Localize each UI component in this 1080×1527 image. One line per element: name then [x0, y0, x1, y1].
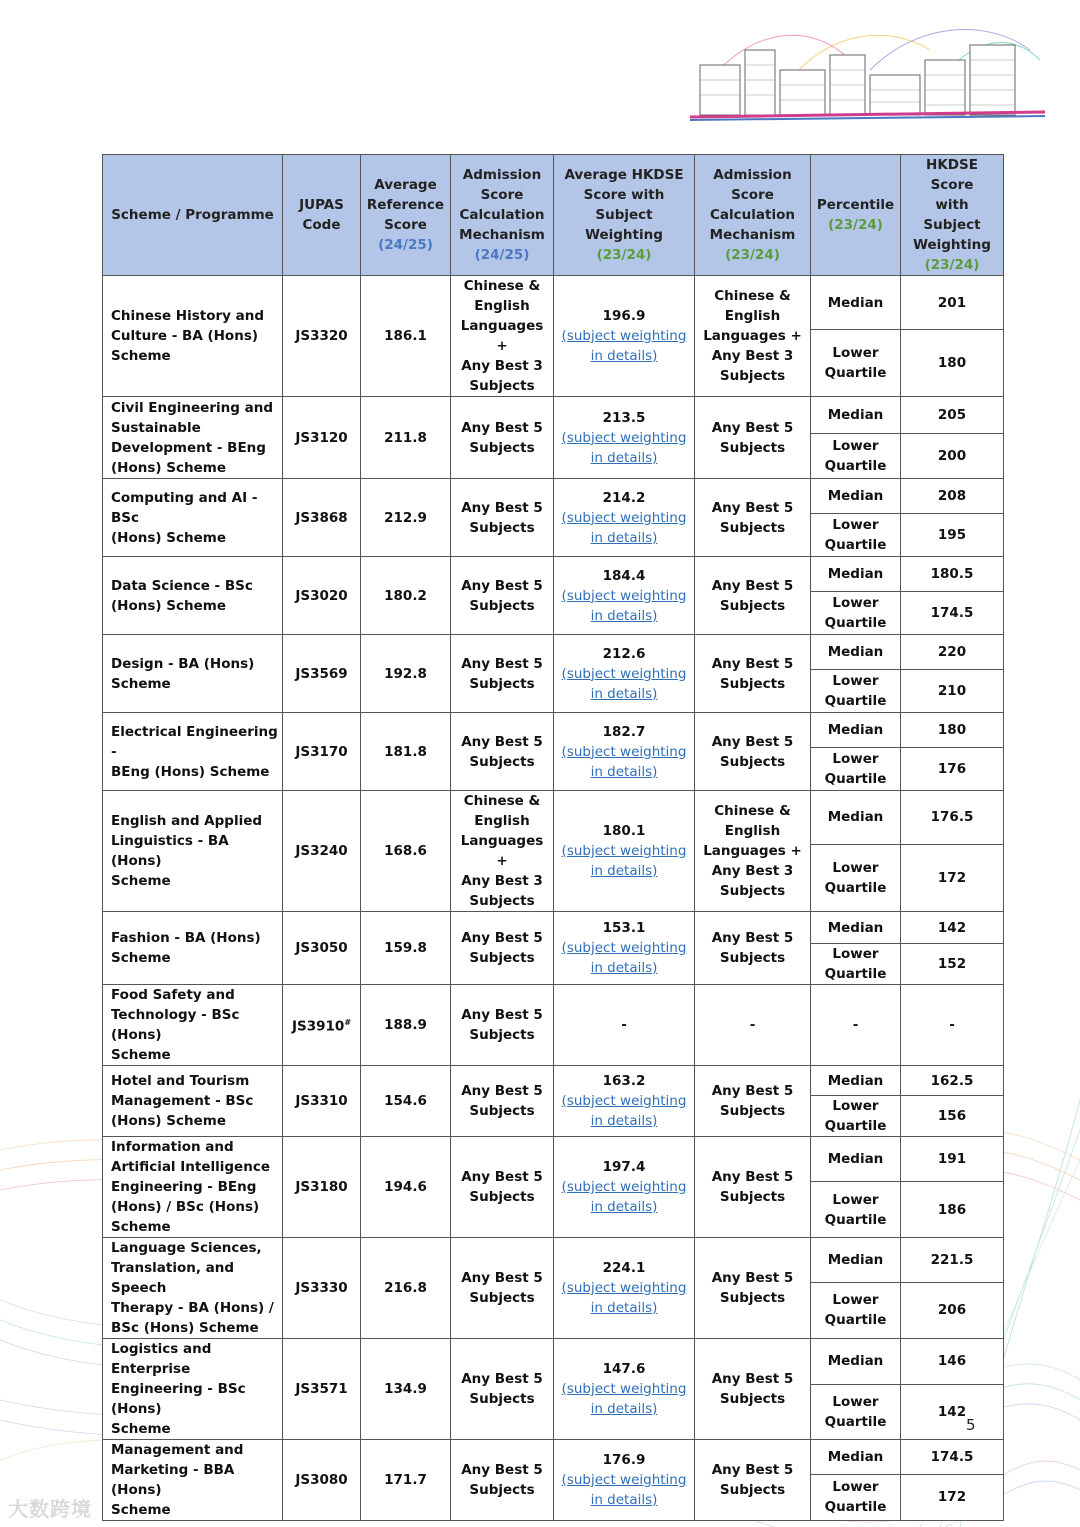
lower-quartile-score: 172 — [901, 844, 1004, 911]
average-hkdse-score: 224.1 (subject weighting in details) — [554, 1238, 695, 1339]
percentile-lower-quartile-label: Lower Quartile — [811, 1182, 901, 1238]
admission-mechanism-2324: Any Best 5 Subjects — [695, 1339, 811, 1440]
percentile-lower-quartile-label: Lower Quartile — [811, 748, 901, 791]
admission-mechanism-2324: Chinese & English Languages + Any Best 3 Subjects — [695, 276, 811, 397]
header-admission-mechanism-2324: Admission Score Calculation Mechanism (23/24) — [695, 155, 811, 276]
median-score: 220 — [901, 635, 1004, 670]
admission-mechanism-2425: Any Best 5 Subjects — [451, 985, 554, 1066]
average-hkdse-score: 153.1 (subject weighting in details) — [554, 912, 695, 985]
average-hkdse-score: 147.6 (subject weighting in details) — [554, 1339, 695, 1440]
table-row — [103, 912, 1004, 944]
header-jupas-code: JUPAS Code — [283, 155, 361, 276]
admission-mechanism-2324: Any Best 5 Subjects — [695, 713, 811, 791]
average-hkdse-score: 196.9 (subject weighting in details) — [554, 276, 695, 397]
subject-weighting-link[interactable]: (subject weighting in details) — [561, 328, 687, 364]
jupas-code: JS3170 — [283, 713, 361, 791]
average-reference-score: 194.6 — [361, 1137, 451, 1238]
programme-name: English and Applied Linguistics - BA (Hons) Scheme — [103, 791, 283, 912]
admission-mechanism-2425: Any Best 5 Subjects — [451, 1137, 554, 1238]
jupas-code: JS3569 — [283, 635, 361, 713]
percentile-median-label: Median — [811, 791, 901, 845]
average-reference-score: 171.7 — [361, 1440, 451, 1521]
median-score: 176.5 — [901, 791, 1004, 845]
admission-mechanism-2324: Chinese & English Languages + Any Best 3 Subjects — [695, 791, 811, 912]
average-hkdse-score: 182.7 (subject weighting in details) — [554, 713, 695, 791]
admission-mechanism-2324: Any Best 5 Subjects — [695, 635, 811, 713]
percentile-lower-quartile-label: Lower Quartile — [811, 844, 901, 911]
programme-name: Information and Artificial Intelligence Engineering - BEng (Hons) / BSc (Hons) Scheme — [103, 1137, 283, 1238]
admission-mechanism-2425: Any Best 5 Subjects — [451, 635, 554, 713]
jupas-code: JS3020 — [283, 557, 361, 635]
average-reference-score: 192.8 — [361, 635, 451, 713]
header-admission-mechanism-2425: Admission Score Calculation Mechanism (24/25) — [451, 155, 554, 276]
lower-quartile-score: 176 — [901, 748, 1004, 791]
subject-weighting-link[interactable]: (subject weighting in details) — [561, 665, 687, 702]
page-number: 5 — [966, 1416, 976, 1434]
table-row — [103, 1137, 1004, 1182]
percentile-median-label: Median — [811, 1339, 901, 1385]
programme-name: Computing and AI - BSc (Hons) Scheme — [103, 479, 283, 557]
percentile-lower-quartile-label: Lower Quartile — [811, 944, 901, 985]
table-row — [103, 1440, 1004, 1475]
percentile-lower-quartile-label: Lower Quartile — [811, 1282, 901, 1338]
programme-name: Food Safety and Technology - BSc (Hons) Scheme — [103, 985, 283, 1066]
admission-mechanism-2425: Any Best 5 Subjects — [451, 397, 554, 479]
median-score: 201 — [901, 276, 1004, 330]
programme-name: Electrical Engineering - BEng (Hons) Scheme — [103, 713, 283, 791]
programme-name: Fashion - BA (Hons) Scheme — [103, 912, 283, 985]
percentile-median-label: Median — [811, 1440, 901, 1475]
median-score: 174.5 — [901, 1440, 1004, 1475]
admission-mechanism-2324: Any Best 5 Subjects — [695, 1238, 811, 1339]
table-row — [103, 791, 1004, 845]
programme-name: Hotel and Tourism Management - BSc (Hons) Scheme — [103, 1066, 283, 1137]
subject-weighting-link[interactable]: (subject weighting in details) — [561, 429, 687, 466]
lower-quartile-score: 142 — [901, 1384, 1004, 1439]
admission-mechanism-2425: Any Best 5 Subjects — [451, 1339, 554, 1440]
lower-quartile-score: 186 — [901, 1182, 1004, 1238]
average-reference-score: 159.8 — [361, 912, 451, 985]
jupas-code: JS3240 — [283, 791, 361, 912]
subject-weighting-link[interactable]: (subject weighting in details) — [561, 587, 687, 624]
admission-mechanism-2425: Chinese & English Languages + Any Best 3 Subjects — [451, 276, 554, 397]
admission-scores-table — [102, 154, 1004, 1521]
percentile-median-label: Median — [811, 912, 901, 944]
programme-name: Civil Engineering and Sustainable Development - BEng (Hons) Scheme — [103, 397, 283, 479]
admission-mechanism-2425: Any Best 5 Subjects — [451, 557, 554, 635]
admission-mechanism-2425: Any Best 5 Subjects — [451, 479, 554, 557]
median-score: 180.5 — [901, 557, 1004, 592]
average-reference-score: 188.9 — [361, 985, 451, 1066]
percentile-median-label: Median — [811, 479, 901, 514]
average-hkdse-score: 213.5 (subject weighting in details) — [554, 397, 695, 479]
table-row — [103, 1238, 1004, 1283]
median-score: 205 — [901, 397, 1004, 434]
average-reference-score: 180.2 — [361, 557, 451, 635]
table-row — [103, 713, 1004, 748]
lower-quartile-score: 195 — [901, 514, 1004, 557]
average-reference-score: 154.6 — [361, 1066, 451, 1137]
admission-mechanism-2324: Any Best 5 Subjects — [695, 397, 811, 479]
subject-weighting-link[interactable]: (subject weighting in details) — [561, 1179, 687, 1215]
median-score: 142 — [901, 912, 1004, 944]
subject-weighting-link[interactable]: (subject weighting in details) — [561, 1093, 687, 1129]
table-row — [103, 397, 1004, 434]
percentile-median-label: Median — [811, 713, 901, 748]
header-percentile: Percentile (23/24) — [811, 155, 901, 276]
median-score: 162.5 — [901, 1066, 1004, 1096]
header-average-hkdse-score: Average HKDSE Score with Subject Weighting (23/24) — [554, 155, 695, 276]
table-row — [103, 1066, 1004, 1096]
lower-quartile-score: 174.5 — [901, 592, 1004, 635]
lower-quartile-score: 172 — [901, 1474, 1004, 1520]
percentile-median-label: Median — [811, 635, 901, 670]
jupas-code: JS3050 — [283, 912, 361, 985]
programme-name: Data Science - BSc (Hons) Scheme — [103, 557, 283, 635]
admission-mechanism-2425: Any Best 5 Subjects — [451, 1066, 554, 1137]
subject-weighting-link[interactable]: (subject weighting in details) — [561, 743, 687, 780]
percentile-lower-quartile-label: Lower Quartile — [811, 1474, 901, 1520]
average-reference-score: 211.8 — [361, 397, 451, 479]
lower-quartile-score: 210 — [901, 670, 1004, 713]
lower-quartile-score: 200 — [901, 434, 1004, 479]
average-hkdse-score: 184.4 (subject weighting in details) — [554, 557, 695, 635]
percentile-median-label: Median — [811, 276, 901, 330]
jupas-code: JS3320 — [283, 276, 361, 397]
average-reference-score: 186.1 — [361, 276, 451, 397]
table-row — [103, 635, 1004, 670]
header-average-reference-score: Average Reference Score (24/25) — [361, 155, 451, 276]
average-hkdse-score: 176.9 (subject weighting in details) — [554, 1440, 695, 1521]
percentile-lower-quartile-label: Lower Quartile — [811, 330, 901, 397]
jupas-code: JS3180 — [283, 1137, 361, 1238]
percentile-lower-quartile-label: Lower Quartile — [811, 514, 901, 557]
median-score: 208 — [901, 479, 1004, 514]
header-programme: Scheme / Programme — [103, 155, 283, 276]
average-hkdse-score: 163.2 (subject weighting in details) — [554, 1066, 695, 1137]
subject-weighting-link[interactable]: (subject weighting in details) — [561, 940, 687, 976]
admission-mechanism-2324: Any Best 5 Subjects — [695, 912, 811, 985]
average-hkdse-score: 212.6 (subject weighting in details) — [554, 635, 695, 713]
table-row — [103, 479, 1004, 514]
subject-weighting-link[interactable]: (subject weighting in details) — [561, 509, 687, 546]
median-score: 221.5 — [901, 1238, 1004, 1283]
jupas-code: JS3868 — [283, 479, 361, 557]
watermark-text: 大数跨境 — [8, 1497, 92, 1521]
median-score: 180 — [901, 713, 1004, 748]
average-reference-score: 168.6 — [361, 791, 451, 912]
percentile-median-label: Median — [811, 557, 901, 592]
average-reference-score: 181.8 — [361, 713, 451, 791]
average-hkdse-score: 180.1 (subject weighting in details) — [554, 791, 695, 912]
median-score: 191 — [901, 1137, 1004, 1182]
admission-mechanism-2324: Any Best 5 Subjects — [695, 479, 811, 557]
admission-mechanism-2425: Chinese & English Languages + Any Best 3 Subjects — [451, 791, 554, 912]
percentile-median-label: Median — [811, 1137, 901, 1182]
hkdse-score-value: - — [901, 985, 1004, 1066]
programme-name: Chinese History and Culture - BA (Hons) Scheme — [103, 276, 283, 397]
admission-mechanism-2324: Any Best 5 Subjects — [695, 1440, 811, 1521]
percentile-lower-quartile-label: Lower Quartile — [811, 670, 901, 713]
admission-mechanism-2324: Any Best 5 Subjects — [695, 557, 811, 635]
median-score: 146 — [901, 1339, 1004, 1385]
jupas-code: JS3120 — [283, 397, 361, 479]
header-hkdse-score-weighting: HKDSE Score with Subject Weighting (23/24) — [901, 155, 1004, 276]
admission-mechanism-2425: Any Best 5 Subjects — [451, 1238, 554, 1339]
average-hkdse-score: - — [554, 985, 695, 1066]
percentile-lower-quartile-label: Lower Quartile — [811, 1384, 901, 1439]
header-building-illustration — [690, 20, 1050, 140]
lower-quartile-score: 180 — [901, 330, 1004, 397]
average-reference-score: 134.9 — [361, 1339, 451, 1440]
jupas-code: JS3910# — [283, 985, 361, 1066]
subject-weighting-link[interactable]: (subject weighting in details) — [561, 1280, 687, 1316]
table-header-row — [103, 155, 1004, 276]
jupas-code: JS3080 — [283, 1440, 361, 1521]
percentile-lower-quartile-label: Lower Quartile — [811, 434, 901, 479]
admission-mechanism-2324: Any Best 5 Subjects — [695, 1066, 811, 1137]
jupas-code: JS3310 — [283, 1066, 361, 1137]
lower-quartile-score: 156 — [901, 1096, 1004, 1137]
jupas-code: JS3330 — [283, 1238, 361, 1339]
programme-name: Design - BA (Hons) Scheme — [103, 635, 283, 713]
admission-mechanism-2425: Any Best 5 Subjects — [451, 713, 554, 791]
programme-name: Logistics and Enterprise Engineering - BSc (Hons) Scheme — [103, 1339, 283, 1440]
table-row — [103, 557, 1004, 592]
subject-weighting-link[interactable]: (subject weighting in details) — [561, 1472, 687, 1508]
lower-quartile-score: 152 — [901, 944, 1004, 985]
average-reference-score: 216.8 — [361, 1238, 451, 1339]
programme-name: Language Sciences, Translation, and Speech Therapy - BA (Hons) / BSc (Hons) Scheme — [103, 1238, 283, 1339]
percentile-median-label: Median — [811, 1238, 901, 1283]
subject-weighting-link[interactable]: (subject weighting in details) — [561, 843, 687, 879]
subject-weighting-link[interactable]: (subject weighting in details) — [561, 1381, 687, 1417]
programme-name: Management and Marketing - BBA (Hons) Scheme — [103, 1440, 283, 1521]
jupas-code: JS3571 — [283, 1339, 361, 1440]
admission-mechanism-2425: Any Best 5 Subjects — [451, 912, 554, 985]
table-row — [103, 276, 1004, 330]
table-row — [103, 985, 1004, 1066]
average-hkdse-score: 197.4 (subject weighting in details) — [554, 1137, 695, 1238]
percentile-lower-quartile-label: Lower Quartile — [811, 1096, 901, 1137]
admission-mechanism-2425: Any Best 5 Subjects — [451, 1440, 554, 1521]
lower-quartile-score: 206 — [901, 1282, 1004, 1338]
percentile-median-label: Median — [811, 397, 901, 434]
percentile-lower-quartile-label: Lower Quartile — [811, 592, 901, 635]
percentile-value: - — [811, 985, 901, 1066]
average-hkdse-score: 214.2 (subject weighting in details) — [554, 479, 695, 557]
percentile-median-label: Median — [811, 1066, 901, 1096]
average-reference-score: 212.9 — [361, 479, 451, 557]
table-row — [103, 1339, 1004, 1385]
admission-mechanism-2324: Any Best 5 Subjects — [695, 1137, 811, 1238]
admission-mechanism-2324: - — [695, 985, 811, 1066]
